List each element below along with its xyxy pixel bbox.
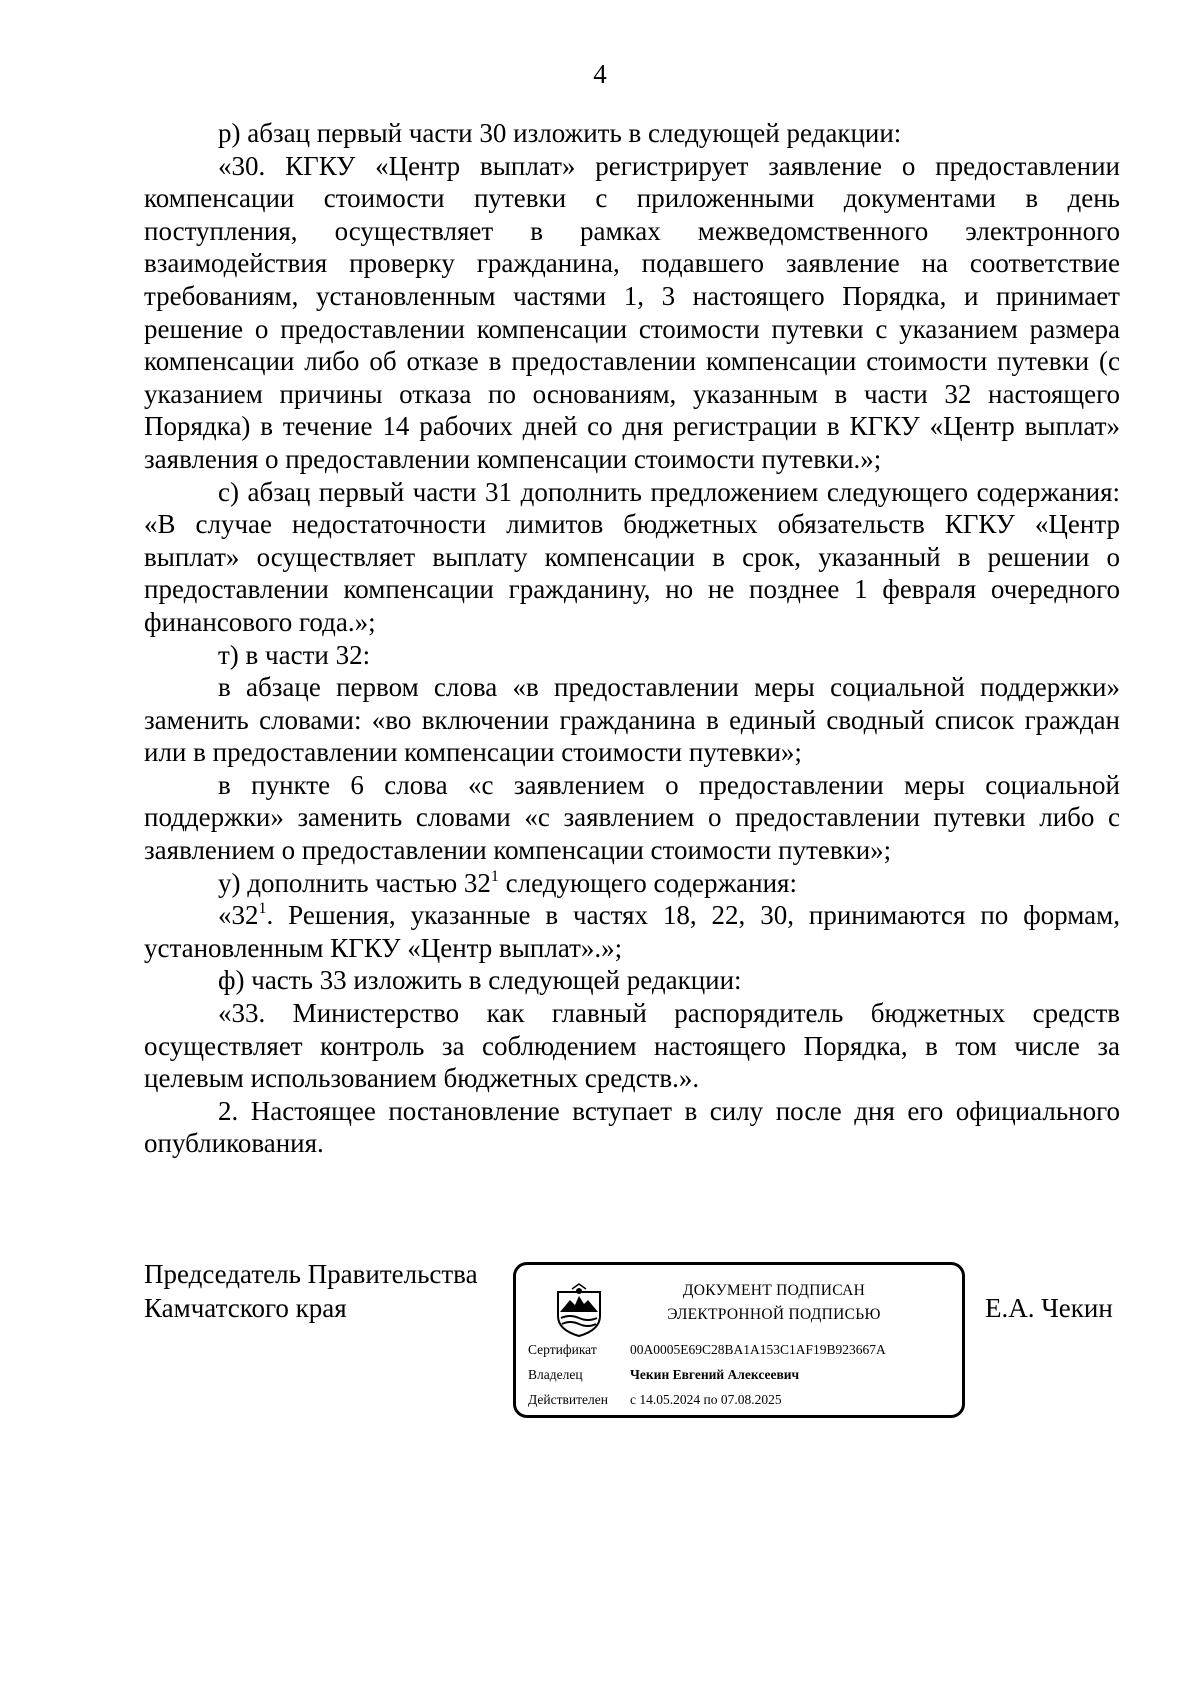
superscript: 1	[490, 867, 499, 885]
certificate-value: 00A0005E69C28BA1A153C1AF19B923667A	[630, 1342, 886, 1357]
validity-value: с 14.05.2024 по 07.08.2025	[630, 1392, 782, 1407]
paragraph-f: ф) часть 33 изложить в следующей редакции:	[218, 965, 742, 996]
stamp-owner-row	[528, 1366, 799, 1384]
stamp-header	[604, 1279, 944, 1327]
stamp-header-line1: ДОКУМЕНТ ПОДПИСАН	[682, 1282, 866, 1299]
stamp-certificate-row	[528, 1341, 886, 1359]
paragraph-t: т) в части 32:	[218, 639, 371, 670]
paragraph-s: с) абзац первый части 31 дополнить предложением следующего содержания: «В случае недостаточности лимитов бюджетных обязательств КГКУ «Центр выплат» осуществляет выплату компенсации в срок, указанный в решении о предоставлении компенсации гражданину, но не позднее 1 февраля очередного финансового года.»;	[144, 476, 1120, 637]
paragraph-t-first: в абзаце первом слова «в предоставлении меры социальной поддержки» заменить словами: «во включении гражданина в единый сводный список граждан или в предоставлении компенсации стоимости путевки»;	[144, 672, 1120, 768]
kamchatka-coat-of-arms-icon	[554, 1282, 604, 1338]
signer-title-line2: Камчатского края	[144, 1293, 347, 1323]
paragraph-u: у) дополнить частью $32^1$ следующего содержания:	[218, 867, 797, 898]
paragraph-30-text: «30. КГКУ «Центр выплат» регистрирует заявление о предоставлении компенсации стоимости путевки с приложенными документами в день поступления, осуществляет в рамках межведомственного электронного взаимодействия проверку гражданина, подавшего заявление на соответствие требованиям, установленным частями 1, 3 настоящего Порядка, и принимает решение о предоставлении компенсации стоимости путевки с указанием размера компенсации либо об отказе в предоставлении компенсации стоимости путевки (с указанием причины отказа по основаниям, указанным в части 32 настоящего Порядка) в течение 14 рабочих дней со дня регистрации в КГКУ «Центр выплат» заявления о предоставлении компенсации стоимости путевки.»;	[144, 150, 1120, 474]
stamp-header-line2: ЭЛЕКТРОННОЙ ПОДПИСЬЮ	[667, 1306, 881, 1323]
paragraph-32-1-text: «$32^1$. Решения, указанные в частях 18, 22, 30, принимаются по формам, установленным КГКУ «Центр выплат».»;	[144, 900, 1120, 963]
certificate-label: Сертификат	[528, 1342, 597, 1357]
stamp-validity-row	[528, 1391, 782, 1409]
owner-label: Владелец	[528, 1367, 583, 1382]
page-number: 4	[593, 59, 607, 89]
superscript: 1	[258, 900, 267, 918]
owner-value: Чекин Евгений Алексеевич	[630, 1367, 800, 1382]
document-body	[144, 117, 1120, 1160]
signer-name: Е.А. Чекин	[985, 1293, 1113, 1323]
paragraph-2: 2. Настоящее постановление вступает в силу после дня его официального опубликования.	[144, 1095, 1120, 1159]
paragraph-r: р) абзац первый части 30 изложить в следующей редакции:	[218, 118, 902, 148]
paragraph-t-item6: в пункте 6 слова «с заявлением о предоставлении меры социальной поддержки» заменить словами «с заявлением о предоставлении путевки либо с заявлением о предоставлении компенсации стоимости путевки»;	[144, 769, 1120, 866]
signer-title	[144, 1257, 478, 1325]
electronic-signature-stamp	[513, 1262, 965, 1418]
paragraph-33-text: «33. Министерство как главный распорядитель бюджетных средств осуществляет контроль за соблюдением настоящего Порядка, в том числе за целевым использованием бюджетных средств.».	[144, 998, 1120, 1094]
signer-title-line1: Председатель Правительства	[144, 1259, 478, 1289]
validity-label: Действителен	[528, 1392, 608, 1407]
